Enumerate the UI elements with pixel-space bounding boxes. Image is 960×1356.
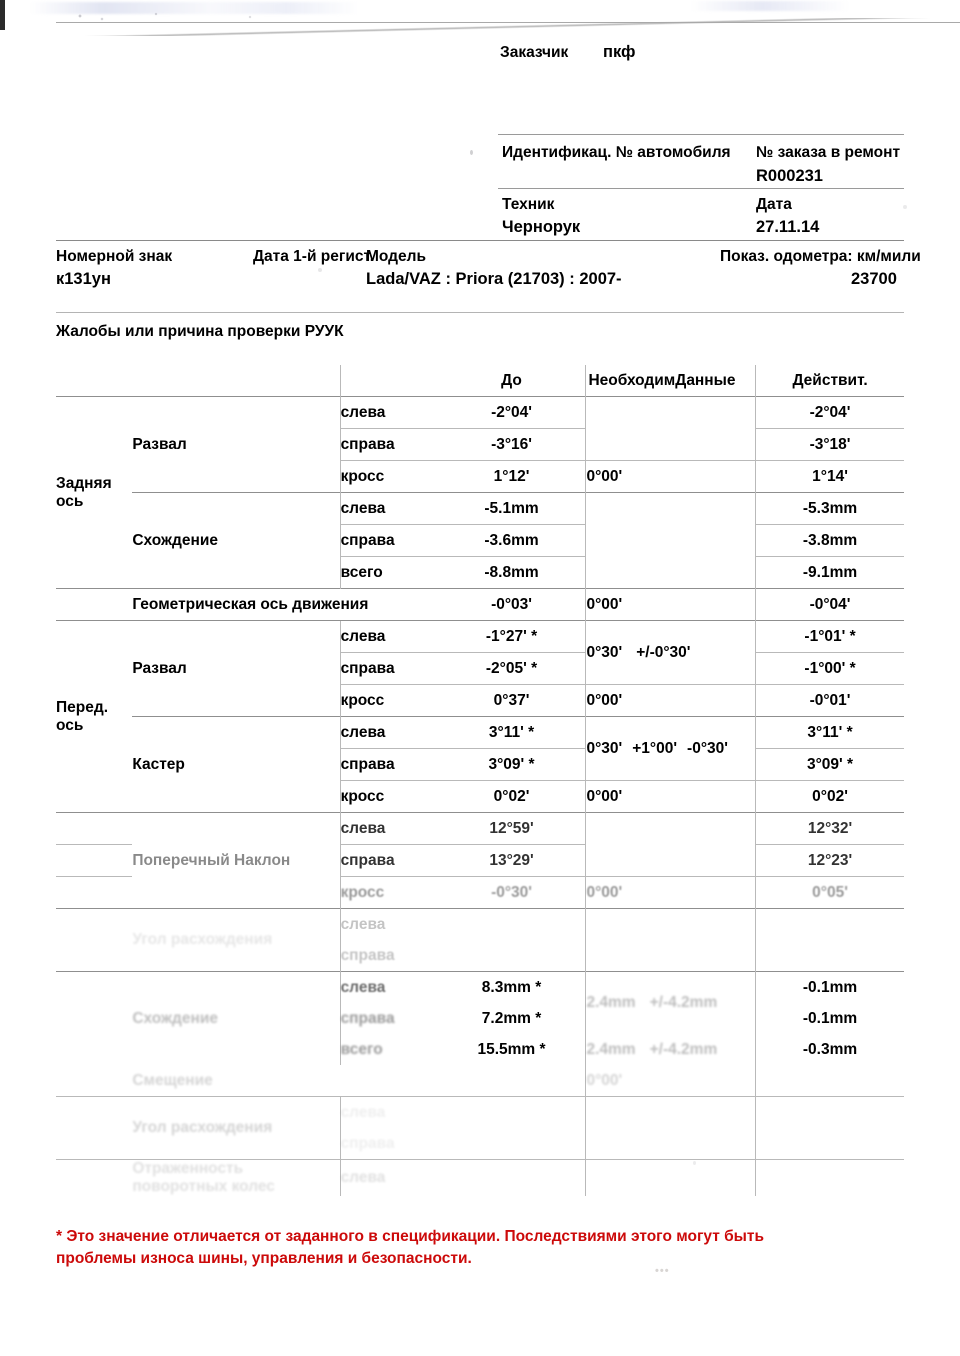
odometer-label: Показ. одометра: км/мили <box>720 248 921 265</box>
value-before: 12°59' <box>438 813 586 845</box>
column-header-before: До <box>501 371 522 389</box>
value-spec <box>586 972 756 1035</box>
value-before <box>438 1160 586 1197</box>
spec-value-nominal: 0°30' <box>586 739 623 757</box>
technician-value: Чернорук <box>502 218 581 236</box>
value-actual: -3.8mm <box>756 525 904 557</box>
value-spec: 0°00' <box>586 1065 756 1097</box>
side-label: кросс <box>340 877 438 909</box>
rear-axis-label-line1: Задняя <box>56 474 112 492</box>
measurement-name-setback: Смещение <box>132 1071 213 1089</box>
value-actual: -9.1mm <box>756 557 904 589</box>
value-actual: 3°09' * <box>756 749 904 781</box>
side-label: справа <box>340 749 438 781</box>
value-before: -3.6mm <box>438 525 586 557</box>
value-spec: 0°00' <box>586 461 756 493</box>
side-label: кросс <box>340 461 438 493</box>
scan-smudge-artifact-right <box>690 1 850 11</box>
spec-value-tolerance: +/-0°30' <box>636 643 691 661</box>
value-actual: -1°00' * <box>756 653 904 685</box>
value-before <box>438 1097 586 1129</box>
side-label: справа <box>340 525 438 557</box>
scan-fleck-artifacts <box>60 10 320 26</box>
measurement-name-geometric-axis: Геометрическая ось движения <box>132 589 437 621</box>
measurement-name-wheel-reflection: Отраженность поворотных колес <box>132 1160 340 1197</box>
model-label: Модель <box>366 248 427 265</box>
spacer <box>56 1065 132 1097</box>
value-before: -2°05' * <box>438 653 586 685</box>
measurement-name-included-angle: Угол расхождения <box>132 909 340 972</box>
side-label: справа <box>340 429 438 461</box>
value-before: -2°04' <box>438 397 586 429</box>
value-before: 15.5mm * <box>477 1040 546 1058</box>
table-row <box>56 397 904 429</box>
spacer <box>56 589 132 621</box>
spacer <box>56 1128 132 1160</box>
scan-edge-artifact <box>0 0 5 30</box>
table-row-geometric-axis <box>56 589 904 621</box>
table-row <box>56 1160 904 1197</box>
value-before: 3°11' * <box>438 717 586 749</box>
table-row <box>56 813 904 845</box>
rear-axis-label-line2: ось <box>56 492 84 510</box>
value-actual: -1°01' * <box>756 621 904 653</box>
spacer <box>56 845 132 877</box>
value-spec <box>586 621 756 685</box>
side-label: слева <box>340 813 438 845</box>
date-value: 27.11.14 <box>756 218 820 236</box>
out-of-spec-footnote <box>56 1226 866 1271</box>
complaints-label: Жалобы или причина проверки РУУК <box>56 323 344 340</box>
table-row <box>56 717 904 749</box>
scan-fleck <box>903 205 907 209</box>
value-before <box>438 940 586 972</box>
table-row <box>56 1097 904 1129</box>
spacer <box>56 940 132 972</box>
footnote-line-1: * Это значение отличается от заданного в спецификации. Последствиями этого могут быть <box>56 1228 765 1245</box>
technician-label: Техник <box>502 196 555 213</box>
value-before: 13°29' <box>438 845 586 877</box>
value-actual: 1°14' <box>756 461 904 493</box>
value-spec: 0°00' <box>586 781 756 813</box>
measurement-name-front-toe: Схождение <box>132 972 340 1066</box>
customer-label: Заказчик <box>500 44 569 61</box>
value-actual: 3°11' * <box>756 717 904 749</box>
scan-fleck <box>470 150 473 155</box>
measurement-name-turning-angle: Угол расхождения <box>132 1097 340 1160</box>
value-spec <box>586 1034 756 1065</box>
value-spec <box>586 717 756 781</box>
value-before <box>438 909 586 941</box>
table-header-row <box>56 365 904 397</box>
spec-value-lower: -0°30' <box>687 739 728 757</box>
side-label: справа <box>340 653 438 685</box>
vehicle-row-rule <box>56 240 904 241</box>
technician-row-rule <box>498 188 904 189</box>
front-axis-label-line1: Перед. <box>56 698 108 716</box>
value-before: 1°12' <box>438 461 586 493</box>
table-row <box>56 972 904 1004</box>
spec-value-nominal: 2.4mm <box>586 1040 636 1058</box>
side-label: слева <box>340 1160 438 1197</box>
alignment-measurements-table <box>56 365 904 1196</box>
value-spec: 0°00' <box>586 685 756 717</box>
spacer <box>56 877 132 909</box>
measurement-name-caster: Кастер <box>132 717 340 813</box>
table-row <box>56 621 904 653</box>
side-label: слева <box>340 909 438 941</box>
table-row <box>56 909 904 941</box>
side-label: справа <box>340 940 438 972</box>
value-before: -1°27' * <box>438 621 586 653</box>
table-row <box>56 493 904 525</box>
column-header-required: НеобходимДанные <box>586 365 756 397</box>
side-label: всего <box>340 557 438 589</box>
side-label: слева <box>340 1097 438 1129</box>
value-spec <box>586 1160 756 1197</box>
footnote-line-2: проблемы износа шины, управления и безопасности. <box>56 1250 472 1268</box>
value-before <box>438 1065 586 1097</box>
front-axis-label-line2: ось <box>56 716 84 734</box>
complaints-rule <box>56 312 904 313</box>
spec-value-tolerance: +/-4.2mm <box>649 1040 718 1058</box>
spec-value-nominal: 0°30' <box>586 643 623 661</box>
rear-axis-label <box>56 397 132 589</box>
spacer <box>56 1003 132 1034</box>
side-label: справа <box>340 1128 438 1160</box>
table-row <box>56 1065 904 1097</box>
value-actual <box>756 940 904 972</box>
date-label: Дата <box>756 196 792 213</box>
value-actual: 12°23' <box>756 845 904 877</box>
odometer-value: 23700 <box>851 270 897 288</box>
value-spec <box>586 813 756 877</box>
header-spacer-3 <box>340 365 438 397</box>
value-actual <box>756 1097 904 1129</box>
spacer <box>56 972 132 1004</box>
value-actual: -5.3mm <box>756 493 904 525</box>
value-actual: -2°04' <box>756 397 904 429</box>
measurement-name-sai: Поперечный Наклон <box>132 813 340 909</box>
measurement-name-rear-camber: Развал <box>132 397 340 493</box>
vin-row-rule <box>498 134 904 135</box>
value-spec <box>586 493 756 589</box>
order-value: R000231 <box>756 167 823 185</box>
value-actual: 12°32' <box>756 813 904 845</box>
order-label: № заказа в ремонт <box>756 144 901 161</box>
value-before: -0°30' <box>438 877 586 909</box>
header-top-rule <box>56 22 960 23</box>
value-before: 0°02' <box>438 781 586 813</box>
value-spec: 0°00' <box>586 589 756 621</box>
side-label: справа <box>340 1003 438 1034</box>
value-spec <box>586 1097 756 1160</box>
side-label: кросс <box>340 781 438 813</box>
value-actual: -3°18' <box>756 429 904 461</box>
plate-label: Номерной знак <box>56 248 173 265</box>
column-header-actual: Действит. <box>756 365 904 397</box>
side-label: слева <box>340 717 438 749</box>
side-label: слева <box>340 621 438 653</box>
value-actual <box>756 909 904 941</box>
side-label: справа <box>340 845 438 877</box>
value-actual: 0°05' <box>756 877 904 909</box>
side-label: слева <box>340 493 438 525</box>
header-spacer-2 <box>132 365 340 397</box>
vin-label: Идентификац. № автомобиля <box>502 144 731 161</box>
value-before <box>438 1128 586 1160</box>
value-before: 0°37' <box>438 685 586 717</box>
value-actual <box>756 1128 904 1160</box>
customer-value: пкф <box>603 43 636 61</box>
value-before: -8.8mm <box>438 557 586 589</box>
value-actual: -0°01' <box>756 685 904 717</box>
spacer <box>56 1160 132 1197</box>
spacer <box>56 813 132 845</box>
value-before: -3°16' <box>438 429 586 461</box>
spacer <box>56 909 132 941</box>
spec-value-upper: +1°00' <box>632 739 678 757</box>
side-label: слева <box>340 972 438 1004</box>
header-spacer <box>56 365 132 397</box>
value-actual: 0°02' <box>756 781 904 813</box>
side-label: слева <box>340 397 438 429</box>
first-registration-label: Дата 1-й регист. <box>253 248 375 265</box>
spec-value-nominal: 2.4mm <box>586 994 636 1011</box>
value-spec <box>586 909 756 972</box>
scan-fleck <box>318 268 322 272</box>
value-before: 8.3mm * <box>438 972 586 1004</box>
front-axis-label <box>56 621 132 813</box>
value-actual: -0.3mm <box>756 1034 904 1065</box>
value-actual <box>756 1160 904 1197</box>
spec-value-tolerance: +/-4.2mm <box>649 994 718 1011</box>
side-label: всего <box>340 1034 438 1065</box>
side-label: кросс <box>340 685 438 717</box>
value-before: -0°03' <box>438 589 586 621</box>
plate-value: к131ун <box>56 270 111 288</box>
value-actual <box>756 1065 904 1097</box>
measurement-name-rear-toe: Схождение <box>132 493 340 589</box>
value-actual: -0°04' <box>756 589 904 621</box>
value-spec <box>586 397 756 461</box>
value-actual: -0.1mm <box>756 972 904 1004</box>
value-actual: -0.1mm <box>756 1003 904 1034</box>
value-spec: 0°00' <box>586 877 756 909</box>
spacer <box>56 1034 132 1065</box>
value-before: -5.1mm <box>438 493 586 525</box>
spacer <box>56 1097 132 1129</box>
scan-ghost-mark: ••• <box>655 1265 670 1277</box>
model-value: Lada/VAZ : Priora (21703) : 2007- <box>366 270 622 288</box>
measurement-name-front-camber: Развал <box>132 621 340 717</box>
value-before: 3°09' * <box>438 749 586 781</box>
value-before: 7.2mm * <box>481 1009 542 1027</box>
